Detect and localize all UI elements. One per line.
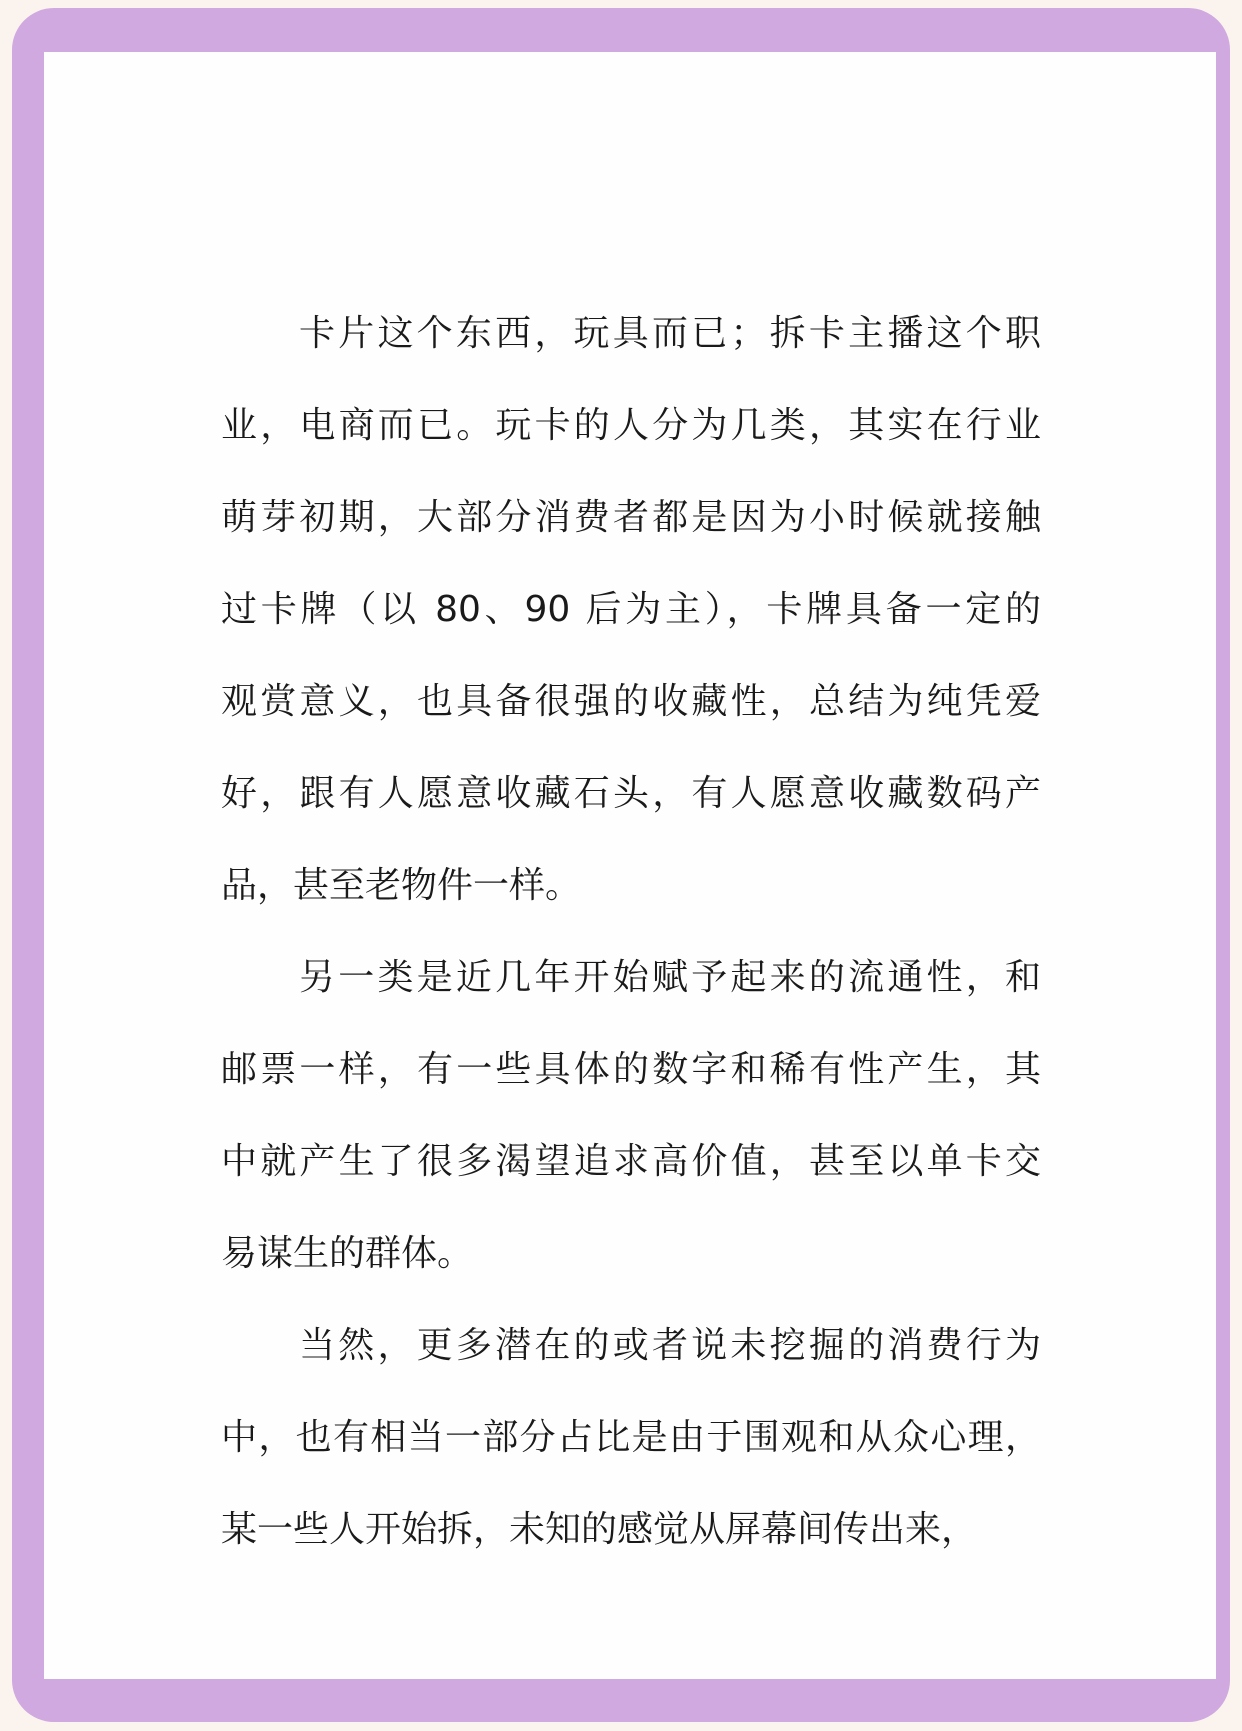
paragraph-1-line-2: 业，电商而已。玩卡的人分为几类，其实在行业 — [221, 405, 1041, 446]
paragraph-1-line-5: 观赏意义，也具备很强的收藏性，总结为纯凭爱 — [221, 681, 1041, 722]
paragraph-2-line-4: 易谋生的群体。 — [221, 1233, 474, 1274]
paragraph-3-line-2: 中，也有相当一部分占比是由于围观和从众心理， — [221, 1417, 1041, 1458]
paragraph-2-line-1: 另一类是近几年开始赋予起来的流通性，和 — [299, 957, 1041, 998]
paragraph-3-line-1: 当然，更多潜在的或者说未挖掘的消费行为 — [299, 1325, 1041, 1366]
paragraph-2-line-2: 邮票一样，有一些具体的数字和稀有性产生，其 — [221, 1049, 1041, 1090]
paragraph-1-line-7: 品，甚至老物件一样。 — [221, 865, 582, 906]
article-body — [221, 288, 1041, 1576]
paragraph-1-line-3: 萌芽初期，大部分消费者都是因为小时候就接触 — [221, 497, 1041, 538]
paragraph-2-line-3: 中就产生了很多渴望追求高价值，甚至以单卡交 — [221, 1141, 1041, 1182]
paragraph-1-line-1: 卡片这个东西，玩具而已；拆卡主播这个职 — [299, 313, 1041, 354]
paragraph-1-line-6: 好，跟有人愿意收藏石头，有人愿意收藏数码产 — [221, 773, 1041, 814]
paragraph-3-line-3: 某一些人开始拆，未知的感觉从屏幕间传出来， — [221, 1509, 978, 1550]
paragraph-1-line-4: 过卡牌（以 80、90 后为主），卡牌具备一定的 — [221, 589, 1041, 630]
